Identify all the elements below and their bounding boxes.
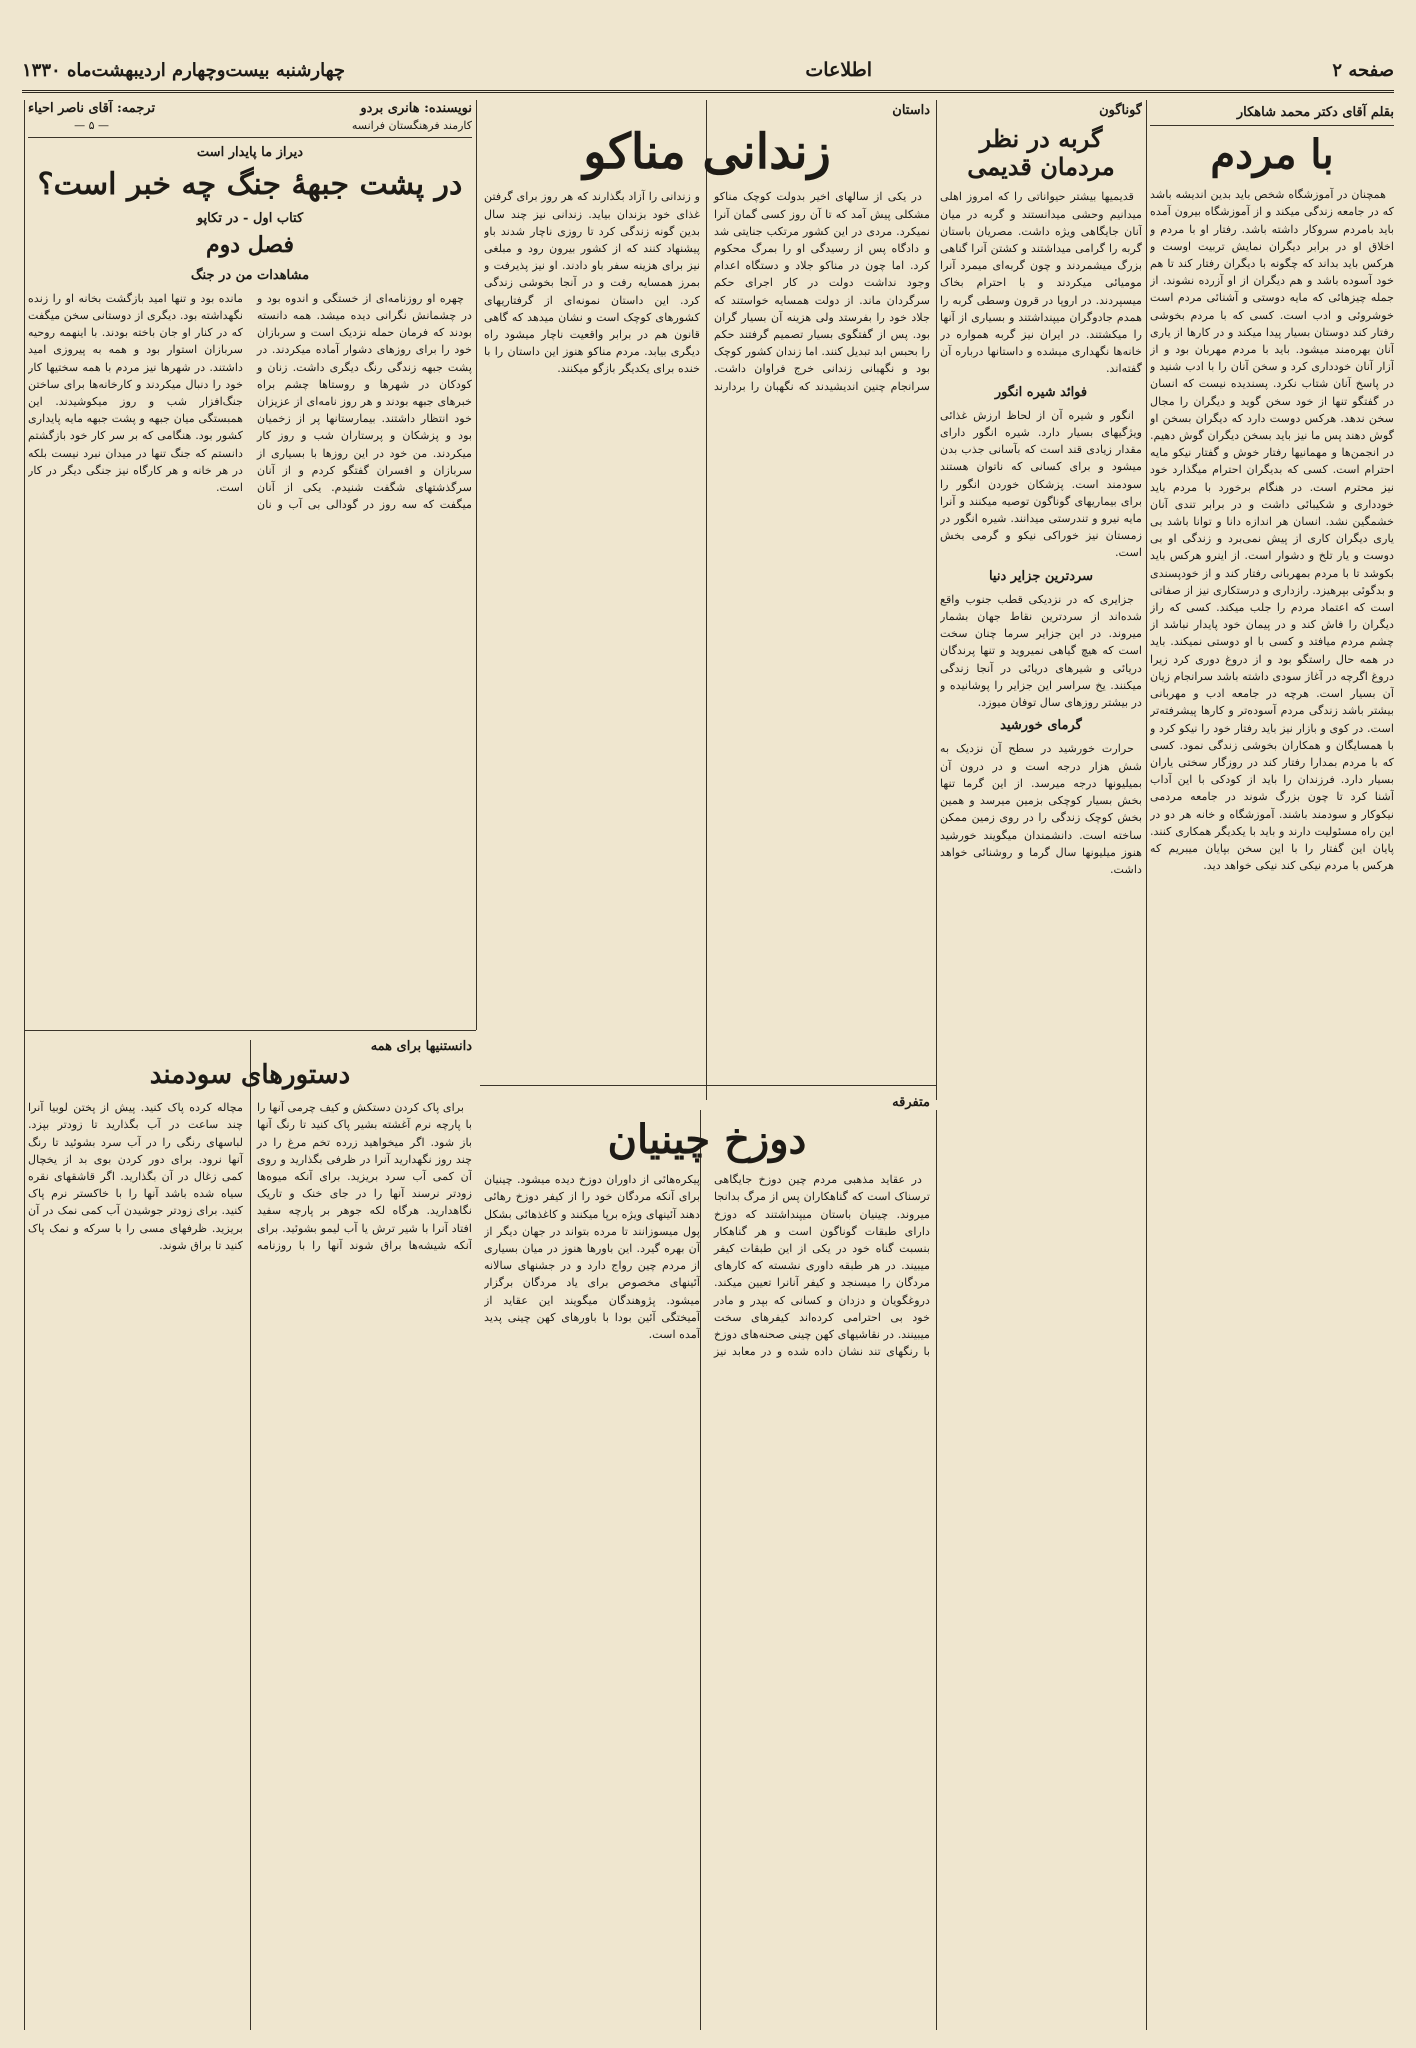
serial-header <box>28 100 472 138</box>
author-byline: نویسنده: هانری بردو <box>360 101 472 116</box>
article-body: انگور و شیره آن از لحاظ ارزش غذائی ویژگیهای بسیار دارد. شیره انگور دارای مقدار زیادی قند است که بآسانی جذب بدن میشود و برای کسانی که ناتوان هستند سودمند است. پزشکان خوردن انگور را برای بیماریهای گوناگون توصیه میکنند و آنرا مایه نیرو و تندرستی میدانند. شیره انگور در زمستان نیز خوراکی نیکو و گرمی بخش است. <box>940 408 1142 560</box>
serial-article <box>28 100 472 1025</box>
translator-block <box>28 100 155 134</box>
column-rule <box>476 100 477 1030</box>
part-title: کتاب اول - در تکاپو <box>196 211 304 227</box>
article-body: برای پاک کردن دستکش و کیف چرمی آنها را با پارچه نرم آغشته بشیر پاک کنید تا رنگ آنها باز شود. اگر میخواهید زرده تخم مرغ را در چند روز نگهدارید آنرا در ظرفی بگذارید و روی آن کمی آب سرد بریزید. برای آنکه میوه‌ها زودتر نرسند آنها را در جای خنک و تاریک نگاهدارید. هرگاه لکه جوهر بر پارچه سفید افتاد آنرا با شیر ترش یا آب لیمو بشوئید. برای آنکه شیشه‌ها براق شوند آنها را با روزنامه مچاله کرده پاک کنید. پیش از پختن لوبیا آنرا چند ساعت در آب بگذارید تا زودتر بپزد. لباسهای رنگی را در آب سرد بشوئید تا رنگ آنها نرود. برای دور کردن بوی بد از یخچال کمی زغال در آن بگذارید. اگر قاشقهای نقره سیاه شده باشد آنها را با خاکستر نرم پاک کنید. برای زودتر جوشیدن آب کمی نمک در آن بریزید. ظرفهای مسی را با سرکه و نمک پاک کنید تا براق شوند. <box>28 1101 472 1252</box>
page-number: صفحه ۲ <box>1332 59 1394 81</box>
story-article <box>484 100 930 1080</box>
column-rule <box>936 1110 937 2030</box>
column-rule <box>24 100 25 2030</box>
author-title: کارمند فرهنگستان فرانسه <box>351 119 472 133</box>
miscellany-column <box>940 100 1142 1100</box>
paper-name: اطلاعات <box>805 59 873 81</box>
article-headline: دوزخ چینیان <box>607 1116 807 1164</box>
article-body: در عقاید مذهبی مردم چین دوزخ جایگاهی ترسناک است که گناهکاران پس از مرگ بدانجا میروند. چینیان باستان میپنداشتند که دوزخ دارای طبقات گوناگون است و هر گناهکار بنسبت گناه خود در یکی از این طبقات کیفر میبیند. در هر طبقه داوری نشسته که کارهای مردگان را میسنجد و کیفر آنانرا تعیین میکند. دروغگویان و دزدان و کسانی که بپدر و مادر خود بی احترامی کرده‌اند کیفرهای سخت میبینند. در نقاشیهای کهن چینی صحنه‌های دوزخ با رنگهای تند نشان داده شده و در معابد نیز پیکره‌هائی از داوران دوزخ دیده میشود. چینیان برای آنکه مردگان خود را از کیفر دوزخ رهائی دهند آئینهای ویژه برپا میکنند و کاغذهائی بشکل پول میسوزانند تا مرده بتواند در جهان دیگر از آن بهره گیرد. این باورها هنوز در میان بسیاری از مردم چین رواج دارد و در جشنهای سالانه آئینهای مخصوص برای یاد مردگان برگزار میشود. پژوهندگان میگویند این عقاید از آمیختگی آئین بودا با باورهای کهن چینی پدید آمده است. <box>484 1173 930 1359</box>
article-headline: در پشت جبههٔ جنگ چه خبر است؟ <box>37 166 463 202</box>
issue-date: چهارشنبه بیست‌وچهارم اردیبهشت‌ماه ۱۳۳۰ <box>22 59 346 81</box>
masthead <box>22 50 1394 93</box>
section-rule <box>480 1085 936 1086</box>
column-rule <box>936 100 937 1100</box>
article-byline: بقلم آقای دکتر محمد شاهکار <box>1150 100 1394 126</box>
section-kicker: متفرقه <box>892 1095 930 1110</box>
article-headline: گربه در نظر مردمان قدیمی <box>967 124 1115 181</box>
article-body: چهره او روزنامه‌ای از خستگی و اندوه بود و در چشمانش نگرانی دیده میشد. همه دانسته بودند که فرمان حمله نزدیک است و سربازان خود را برای روزهای دشوار آماده میکردند. در پشت جبهه زندگی رنگ دیگری داشت. زنان و کودکان در شهرها و روستاها چشم براه خبرهای جبهه بودند و هر روز نامه‌ای از عزیزان خود انتظار داشتند. بیمارستانها پر از زخمیان بود و پزشکان و پرستاران شب و روز کار میکردند. من خود در این روزها با بسیاری از سربازان و افسران گفتگو کردم و از آنان سرگذشتهای شگفت شنیدم. یکی از آنان میگفت که سه روز در گودالی بی آب و نان مانده بود و تنها امید بازگشت بخانه او را زنده نگهداشته بود. دیگری از دوستانی سخن میگفت که در کنار او جان باخته بودند. با اینهمه روحیه سربازان استوار بود و همه به پیروزی امید داشتند. در شهرها نیز مردم با همه سختیها کار خود را دنبال میکردند و کارخانه‌ها برای ساختن جنگ‌افزار شب و روز میکوشیدند. این همبستگی میان جبهه و پشت جبهه مایه پایداری کشور بود. هنگامی که بر سر کار خود بازگشتم دانستم که جنگ تنها در میدان نبرد نیست بلکه در هر خانه و هر کارگاه نیز جنگی دیگر در کار است. <box>28 291 472 512</box>
translator-byline: ترجمه: آقای ناصر احیاء <box>28 101 156 116</box>
subheading: گرمای خورشید <box>1000 718 1082 734</box>
article-body: همچنان در آموزشگاه شخص باید بدین اندیشه باشد که در جامعه زندگی میکند و از آموزشگاه بیرون آمده باید بامردم سروکار داشته باشد. رفتار او با مردم و اخلاق او در برابر دیگران نمایش تربیت اوست و هرکس باید بداند که چگونه با دیگران رفتار کند تا هم خود آسوده باشد و هم دیگران از او آزرده نشوند. از جمله چیزهائی که مایه دوستی و آشنائی مردم است خوشروئی و ادب است. کسی که با مردم بخوشی رفتار کند دوستان بسیار پیدا میکند و در کارها از یاری آنان بهره‌مند میشود. باید با مردم مهربان بود و از آزار آنان خودداری کرد و سخن آنان را با ادب شنید و در پاسخ آنان شتاب نکرد. پسندیده نیست که انسان در گفتگو تنها از خود سخن گوید و دیگران را مجال سخن ندهد. هرکس دوست دارد که دیگران بسخن او گوش دهند پس ما نیز باید بسخن دیگران گوش دهیم. در انجمن‌ها و مهمانیها رفتار خوش و گفتار نیکو مایه احترام است. کسی که بدیگران احترام میگذارد خود نیز محترم است. در هنگام برخورد با مردم باید خودداری و شکیبائی داشت و در برابر تندی آنان خشمگین نشد. انسان هر اندازه دانا و توانا باشد بی یاری دیگران کاری از پیش نمی‌برد و زندگی او بی دوست و یار تلخ و دشوار است. از اینرو هرکس باید بکوشد تا با مردم بمهربانی رفتار کند و از خودپسندی و بدگوئی بپرهیزد. رازداری و درستکاری نیز از صفاتی است که اعتماد مردم را جلب میکند. کسی که راز دیگران را فاش کند و در پیمان خود پایدار نباشد از چشم مردم میافتد و کسی با او دوستی نمیکند. باید در همه حال راستگو بود و از دروغ دوری کرد زیرا دروغ اگرچه در آغاز سودی داشته باشد سرانجام زیان آن بسیار است. هرچه در جامعه ادب و مهربانی بیشتر باشد زندگی مردم آسوده‌تر و کارها پیشرفته‌تر است. در کوی و بازار نیز باید رفتار خود را نیکو کرد و با همسایگان و همکاران بخوشی زندگی نمود. کسی که با مردم بمدارا رفتار کند در روزگار سختی یاران بسیار دارد. فرزندان را باید از کودکی با این آداب آشنا کرد تا چون بزرگ شوند در جامعه مردمی نیکوکار و سودمند باشند. آموزشگاه و خانه هر دو در این راه مسئولیت دارند و باید با یکدیگر همکاری کنند. پایان این گفتار را با این سخن بپایان میبریم که هرکس با مردم نیکی کند نیکی خواهد دید. <box>1150 188 1394 873</box>
article-body: حرارت خورشید در سطح آن نزدیک به شش هزار درجه است و در درون آن بمیلیونها درجه میرسد. از این گرما تنها بخش بسیار کوچکی بزمین میرسد و همین بخش کوچک زندگی را در روی زمین ممکن ساخته است. دانشمندان میگویند خورشید هنوز میلیونها سال گرما و روشنائی خواهد داشت. <box>940 742 1142 876</box>
article-body: جزایری که در نزدیکی قطب جنوب واقع شده‌اند از سردترین نقاط جهان بشمار میروند. در این جزایر سرما چنان سخت است که هیچ گیاهی نمیروید و تنها پرندگان دریائی و شیرهای دریائی در آنجا زندگی میکنند. یخ سراسر این جزایر را پوشانیده و در بیشتر روزهای سال توفان میوزد. <box>940 592 1142 710</box>
column-rule <box>1146 100 1147 2030</box>
serial-number: — ۵ — <box>74 119 109 133</box>
section-rule <box>24 1030 476 1031</box>
subheading: سردترین جزایر دنیا <box>988 568 1094 584</box>
article-headline: زندانی مناکو <box>583 124 831 181</box>
article-kicker: دیراز ما پایدار است <box>196 145 304 161</box>
section-kicker: گوناگون <box>1099 103 1142 118</box>
article-headline: با مردم <box>1210 131 1334 179</box>
subheading: فوائد شیره انگور <box>994 384 1088 400</box>
article-with-people <box>1150 100 1394 2030</box>
useful-tips-article <box>28 1036 472 2028</box>
section-kicker: دانستنیها برای همه <box>370 1039 472 1054</box>
chapter-subtitle: مشاهدات من در جنگ <box>190 267 310 283</box>
author-block <box>352 100 472 134</box>
chinese-hell-article <box>484 1092 930 2028</box>
article-headline: دستورهای سودمند <box>149 1060 351 1091</box>
section-kicker: داستان <box>892 103 930 118</box>
article-body: در یکی از سالهای اخیر بدولت کوچک مناکو مشکلی پیش آمد که تا آن روز کسی گمان آنرا نمیکرد. مردی در این کشور مرتکب جنایتی شد و دادگاه پس از رسیدگی او را بمرگ محکوم کرد. اما چون در مناکو جلاد و دستگاه اعدام وجود نداشت دولت در کار اجرای حکم سرگردان ماند. از دولت همسایه خواستند که جلاد خود را بفرستد ولی هزینه آن بسیار گران بود. پس از گفتگوی بسیار تصمیم گرفتند حکم را بحبس ابد تبدیل کنند. اما زندان کشور کوچک بود و نگهبانی زندانی خرج فراوان داشت. سرانجام چنین اندیشیدند که نگهبان را بردارند و زندانی را آزاد بگذارند که هر روز برای گرفتن غذای خود بزندان بیاید. زندانی نیز چند سال بدین گونه زندگی کرد تا روزی ناچار شدند باو پیشنهاد کنند که از کشور بیرون رود و مبلغی نیز برای هزینه سفر باو دادند. او نیز پذیرفت و بمرز همسایه رفت و در آنجا بخوشی زندگی کرد. این داستان نمونه‌ای از گرفتاریهای کشورهای کوچک است و نشان میدهد که گاهی قانون هم در برابر واقعیت ناچار میشود راه دیگری بیابد. مردم مناکو هنوز این داستان را با خنده برای یکدیگر بازگو میکنند. <box>484 190 930 393</box>
article-body: قدیمیها بیشتر حیواناتی را که امروز اهلی میدانیم وحشی میدانستند و گربه در میان آنان جایگاهی ویژه داشت. مصریان باستان گربه را گرامی میداشتند و کشتن آنرا گناهی بزرگ میشمردند و چون گربه‌ای میمرد آنرا مومیائی میکردند و با احترام بخاک میسپردند. در اروپا در قرون وسطی گربه را همدم جادوگران میپنداشتند و بسیاری از آنها را میکشتند. در ایران نیز گربه همواره در خانه‌ها نگهداری میشده و داستانها درباره آن گفته‌اند. <box>940 190 1142 376</box>
chapter-title: فصل دوم <box>206 232 294 259</box>
